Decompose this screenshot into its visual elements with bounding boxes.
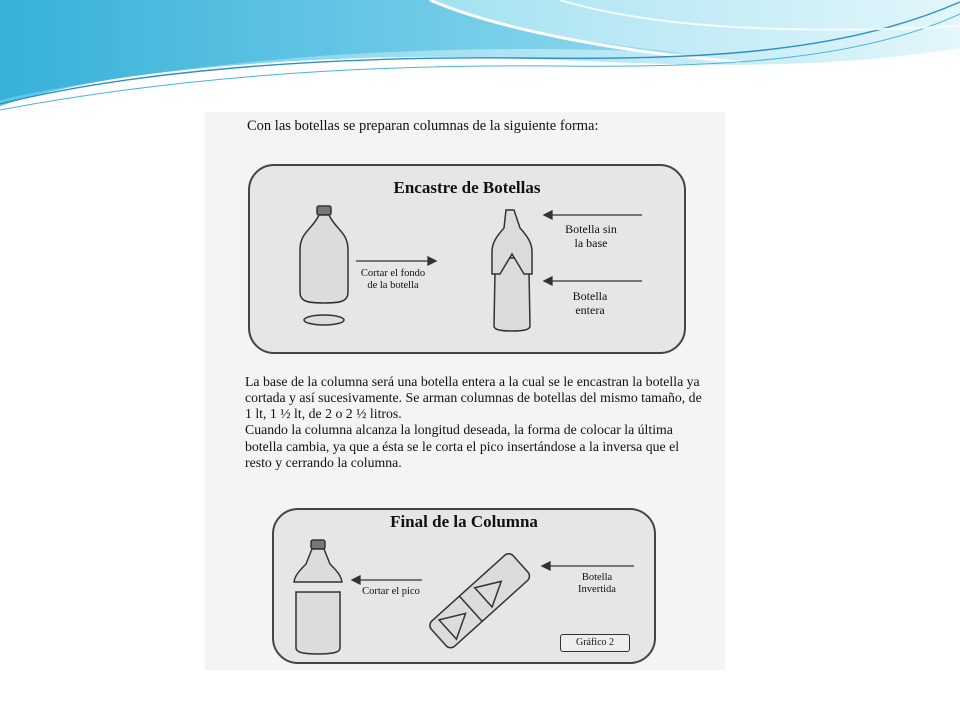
inverted-bottle-line2: Invertida: [578, 584, 616, 596]
bottle-without-base-label: [546, 223, 636, 251]
inverted-bottle-drawing: [427, 551, 531, 650]
scanned-document: [205, 112, 725, 670]
diagram-title: Final de la Columna: [390, 512, 538, 531]
whole-bottle-label: [550, 290, 630, 318]
description-line2: Cuando la columna alcanza la longitud deseada, la forma de colocar la última botella cambia, ya que a ésta se le corta el pico insertándose a la inversa que el resto y cerrando la columna.: [245, 422, 680, 470]
cut-base-label-line2: de la botella: [367, 280, 419, 292]
bottle-without-base-line2: la base: [574, 235, 608, 250]
figure-badge: Gráfico 2: [560, 634, 630, 652]
bottle-fitting-diagram: [248, 164, 686, 354]
inverted-bottle-label: [564, 572, 630, 596]
diagram-title: Encastre de Botellas: [393, 178, 541, 197]
cut-base-label-line1: Cortar el fondo: [360, 268, 426, 279]
bottle-without-base-line1: Botella sin: [565, 222, 617, 236]
whole-bottle-line1: Botella: [572, 289, 608, 303]
description-line1: La base de la columna será una botella entera a la cual se le encastran la botella ya cortada y así sucesivamente. Se arman columnas de botellas del mismo tamaño, de 1 lt, 1 ½ lt, de 2 o 2 ½ litros.: [245, 374, 702, 422]
cut-arrow: [356, 257, 436, 265]
whole-bottle-drawing: [300, 206, 348, 325]
column-end-diagram: [272, 508, 656, 664]
inverted-arrow: [542, 562, 634, 570]
whole-bottle-line2: entera: [575, 302, 605, 317]
cut-base-label: [350, 268, 436, 292]
cut-neck-arrow: [352, 576, 422, 584]
bottle-fitting-illustration: [250, 166, 684, 352]
description-paragraph: [245, 374, 705, 471]
slide-header-wave: [0, 0, 960, 120]
intro-text: Con las botellas se preparan columnas de la siguiente forma:: [247, 118, 599, 134]
cut-neck-label: Cortar el pico: [362, 586, 420, 597]
inverted-bottle-line1: Botella: [581, 572, 613, 583]
cut-neck-bottle-drawing: [294, 540, 342, 654]
stacked-bottles-drawing: [492, 210, 532, 331]
